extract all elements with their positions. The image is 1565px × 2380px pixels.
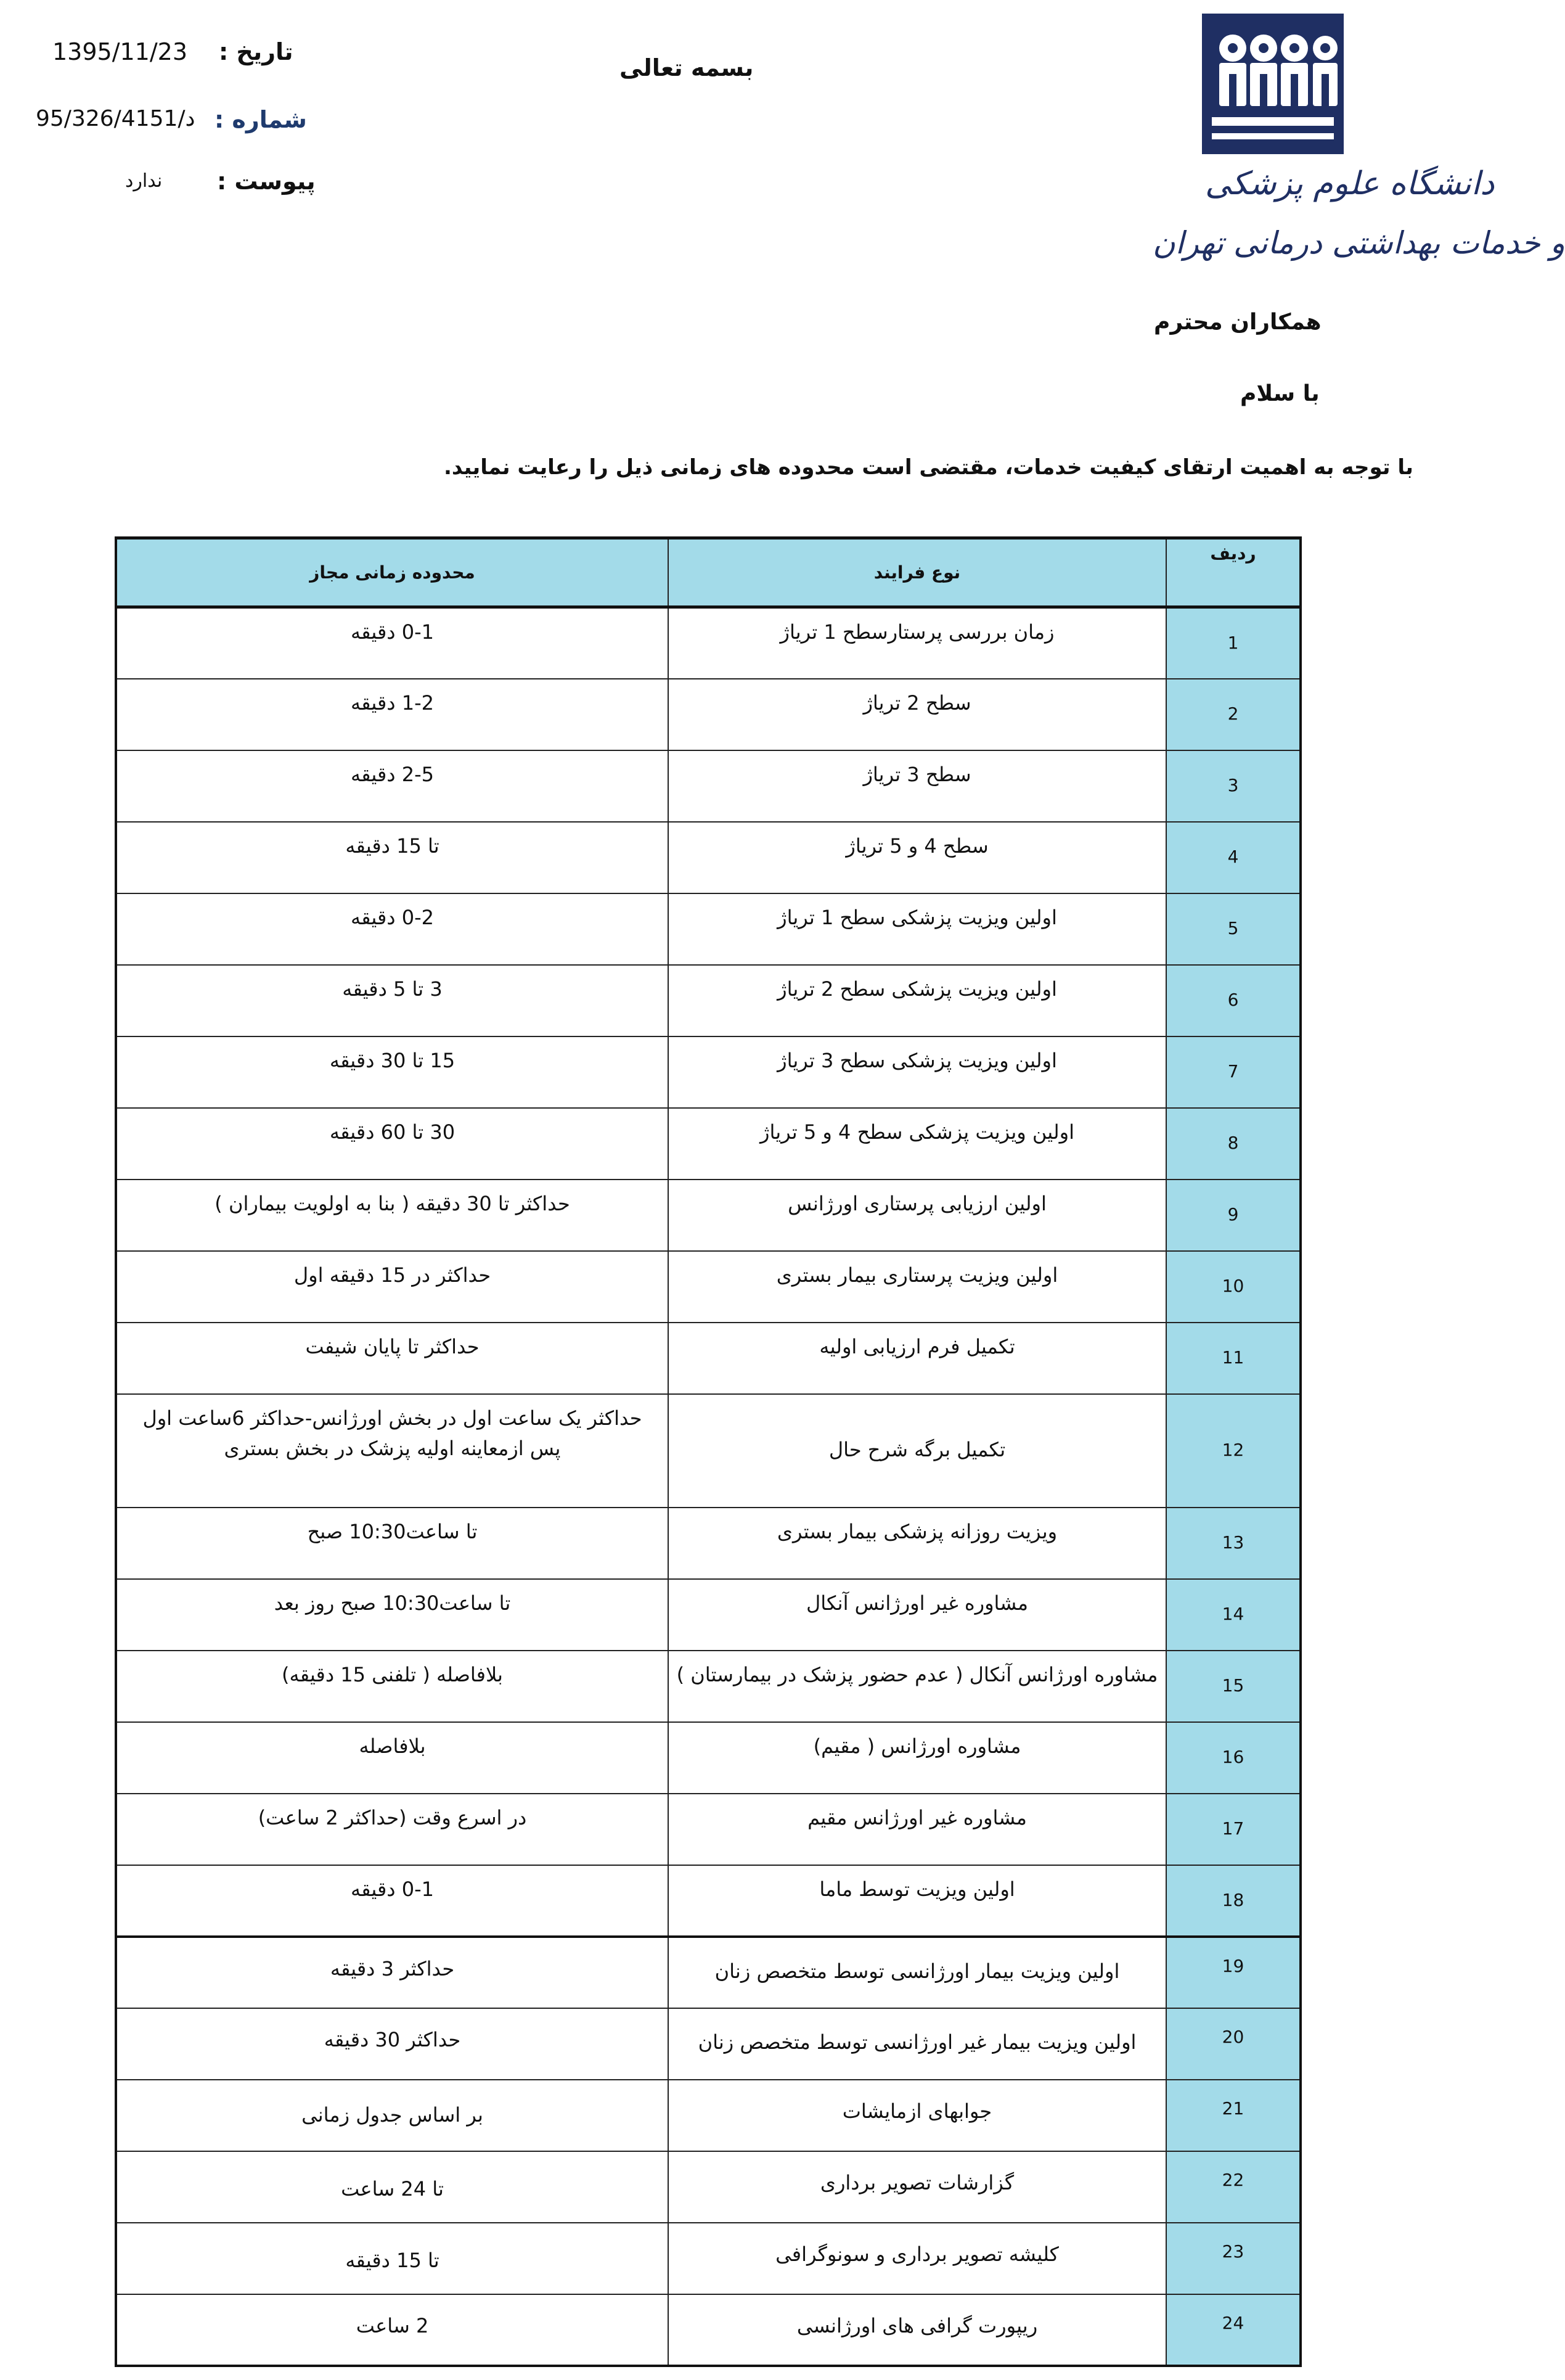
table-row bbox=[116, 1579, 1301, 1651]
row-index: 13 bbox=[1166, 1508, 1301, 1579]
table-row bbox=[116, 1251, 1301, 1323]
row-process: اولین ارزیابی پرستاری اورژانس bbox=[668, 1180, 1166, 1251]
row-limit: 30 تا 60 دقیقه bbox=[116, 1108, 668, 1180]
row-index: 6 bbox=[1166, 965, 1301, 1036]
table-row bbox=[116, 2080, 1301, 2151]
table-row bbox=[116, 1180, 1301, 1251]
row-index: 24 bbox=[1166, 2294, 1301, 2366]
row-limit: 2 ساعت bbox=[116, 2294, 668, 2366]
attachment-value: ندارد bbox=[125, 170, 163, 192]
row-limit: تا 15 دقیقه bbox=[116, 2223, 668, 2294]
date-label: تاریخ : bbox=[219, 38, 293, 65]
row-limit: حداکثر 3 دقیقه bbox=[116, 1937, 668, 2008]
number-label: شماره : bbox=[215, 106, 307, 133]
row-process: اولین ویزیت پزشکی سطح 4 و 5 تریاژ bbox=[668, 1108, 1166, 1180]
table-header-row bbox=[116, 538, 1301, 607]
greeting: همکاران محترم bbox=[1154, 310, 1322, 335]
row-limit: 15 تا 30 دقیقه bbox=[116, 1036, 668, 1108]
row-process: مشاوره غیر اورژانس آنکال bbox=[668, 1579, 1166, 1651]
table-row bbox=[116, 2008, 1301, 2080]
row-limit: بلافاصله bbox=[116, 1722, 668, 1794]
row-process: ویزیت روزانه پزشکی بیمار بستری bbox=[668, 1508, 1166, 1579]
row-index: 23 bbox=[1166, 2223, 1301, 2294]
table-row bbox=[116, 1722, 1301, 1794]
row-index: 14 bbox=[1166, 1579, 1301, 1651]
row-process: تکمیل فرم ارزیابی اولیه bbox=[668, 1323, 1166, 1394]
table-row bbox=[116, 1651, 1301, 1722]
row-limit: 3 تا 5 دقیقه bbox=[116, 965, 668, 1036]
row-index: 21 bbox=[1166, 2080, 1301, 2151]
column-header-limit: محدوده زمانی مجاز bbox=[116, 538, 668, 607]
row-limit: حداکثر 30 دقیقه bbox=[116, 2008, 668, 2080]
row-process: گزارشات تصویر برداری bbox=[668, 2151, 1166, 2223]
row-process: مشاوره اورژانس آنکال ( عدم حضور پزشک در بیمارستان ) bbox=[668, 1651, 1166, 1722]
row-limit: 0-1 دقیقه bbox=[116, 607, 668, 679]
table-row bbox=[116, 2223, 1301, 2294]
table-row bbox=[116, 1394, 1301, 1508]
row-index: 1 bbox=[1166, 607, 1301, 679]
row-process: مشاوره غیر اورژانس مقیم bbox=[668, 1794, 1166, 1865]
row-limit: حداکثر تا پایان شیفت bbox=[116, 1323, 668, 1394]
table-row bbox=[116, 1865, 1301, 1937]
row-limit: 2-5 دقیقه bbox=[116, 750, 668, 822]
table-row bbox=[116, 679, 1301, 750]
row-limit: در اسرع وقت (حداکثر 2 ساعت) bbox=[116, 1794, 668, 1865]
row-process: اولین ویزیت بیمار غیر اورژانسی توسط متخصص زنان bbox=[668, 2008, 1166, 2080]
row-process: سطح 3 تریاژ bbox=[668, 750, 1166, 822]
row-limit: حداکثر تا 30 دقیقه ( بنا به اولویت بیماران ) bbox=[116, 1180, 668, 1251]
row-index: 2 bbox=[1166, 679, 1301, 750]
date-value: 1395/11/23 bbox=[52, 38, 188, 65]
row-limit: تا ساعت10:30 صبح روز بعد bbox=[116, 1579, 668, 1651]
salam: با سلام bbox=[1240, 381, 1320, 406]
row-index: 9 bbox=[1166, 1180, 1301, 1251]
row-limit: حداکثر یک ساعت اول در بخش اورژانس-حداکثر 6ساعت اول پس ازمعاینه اولیه پزشک در بخش بستری bbox=[116, 1394, 668, 1508]
row-process: تکمیل برگه شرح حال bbox=[668, 1394, 1166, 1508]
table-row bbox=[116, 750, 1301, 822]
row-index: 18 bbox=[1166, 1865, 1301, 1937]
row-limit: 0-2 دقیقه bbox=[116, 893, 668, 965]
table-row bbox=[116, 1036, 1301, 1108]
row-limit: 1-2 دقیقه bbox=[116, 679, 668, 750]
row-index: 16 bbox=[1166, 1722, 1301, 1794]
column-header-index: ردیف bbox=[1166, 538, 1301, 607]
row-index: 5 bbox=[1166, 893, 1301, 965]
row-process: اولین ویزیت پزشکی سطح 2 تریاژ bbox=[668, 965, 1166, 1036]
table-row bbox=[116, 1937, 1301, 2008]
row-process: جوابهای ازمایشات bbox=[668, 2080, 1166, 2151]
table-row bbox=[116, 965, 1301, 1036]
attachment-label: پیوست : bbox=[217, 168, 316, 195]
table-row bbox=[116, 2294, 1301, 2366]
row-process: مشاوره اورژانس ( مقیم) bbox=[668, 1722, 1166, 1794]
row-process: سطح 2 تریاژ bbox=[668, 679, 1166, 750]
row-process: سطح 4 و 5 تریاژ bbox=[668, 822, 1166, 893]
row-index: 8 bbox=[1166, 1108, 1301, 1180]
row-process: ریپورت گرافی های اورژانسی bbox=[668, 2294, 1166, 2366]
table-row bbox=[116, 607, 1301, 679]
row-index: 20 bbox=[1166, 2008, 1301, 2080]
row-limit: تا ساعت10:30 صبح bbox=[116, 1508, 668, 1579]
row-index: 11 bbox=[1166, 1323, 1301, 1394]
row-index: 15 bbox=[1166, 1651, 1301, 1722]
row-process: کلیشه تصویر برداری و سونوگرافی bbox=[668, 2223, 1166, 2294]
time-limits-table bbox=[115, 536, 1302, 2367]
row-limit: تا 24 ساعت bbox=[116, 2151, 668, 2223]
row-process: اولین ویزیت پزشکی سطح 3 تریاژ bbox=[668, 1036, 1166, 1108]
row-index: 12 bbox=[1166, 1394, 1301, 1508]
row-index: 22 bbox=[1166, 2151, 1301, 2223]
row-process: زمان بررسی پرستارسطح 1 تریاژ bbox=[668, 607, 1166, 679]
table-row bbox=[116, 1508, 1301, 1579]
row-process: اولین ویزیت پرستاری بیمار بستری bbox=[668, 1251, 1166, 1323]
row-process: اولین ویزیت توسط ماما bbox=[668, 1865, 1166, 1937]
table-row bbox=[116, 822, 1301, 893]
table-row bbox=[116, 1794, 1301, 1865]
row-index: 3 bbox=[1166, 750, 1301, 822]
logo-text-line1: دانشگاه علوم پزشکی bbox=[1205, 165, 1495, 202]
table-row bbox=[116, 1323, 1301, 1394]
row-index: 10 bbox=[1166, 1251, 1301, 1323]
row-limit: حداکثر در 15 دقیقه اول bbox=[116, 1251, 668, 1323]
row-index: 19 bbox=[1166, 1937, 1301, 2008]
intro-text: با توجه به اهمیت ارتقای کیفیت خدمات، مقتضی است محدوده های زمانی ذیل را رعایت نمایید. bbox=[444, 455, 1413, 480]
table-row bbox=[116, 1108, 1301, 1180]
row-limit: بلافاصله ( تلفنی 15 دقیقه) bbox=[116, 1651, 668, 1722]
row-limit: بر اساس جدول زمانی bbox=[116, 2080, 668, 2151]
number-value: 95/د/326/4151 bbox=[36, 106, 195, 131]
page-title: بسمه تعالی bbox=[619, 54, 754, 81]
table-row bbox=[116, 2151, 1301, 2223]
row-process: اولین ویزیت بیمار اورژانسی توسط متخصص زنان bbox=[668, 1937, 1166, 2008]
row-index: 17 bbox=[1166, 1794, 1301, 1865]
row-limit: تا 15 دقیقه bbox=[116, 822, 668, 893]
column-header-process: نوع فرایند bbox=[668, 538, 1166, 607]
row-limit: 0-1 دقیقه bbox=[116, 1865, 668, 1937]
row-index: 7 bbox=[1166, 1036, 1301, 1108]
row-index: 4 bbox=[1166, 822, 1301, 893]
logo-text-line2: و خدمات بهداشتی درمانی تهران bbox=[1153, 225, 1565, 261]
table-row bbox=[116, 893, 1301, 965]
row-process: اولین ویزیت پزشکی سطح 1 تریاژ bbox=[668, 893, 1166, 965]
